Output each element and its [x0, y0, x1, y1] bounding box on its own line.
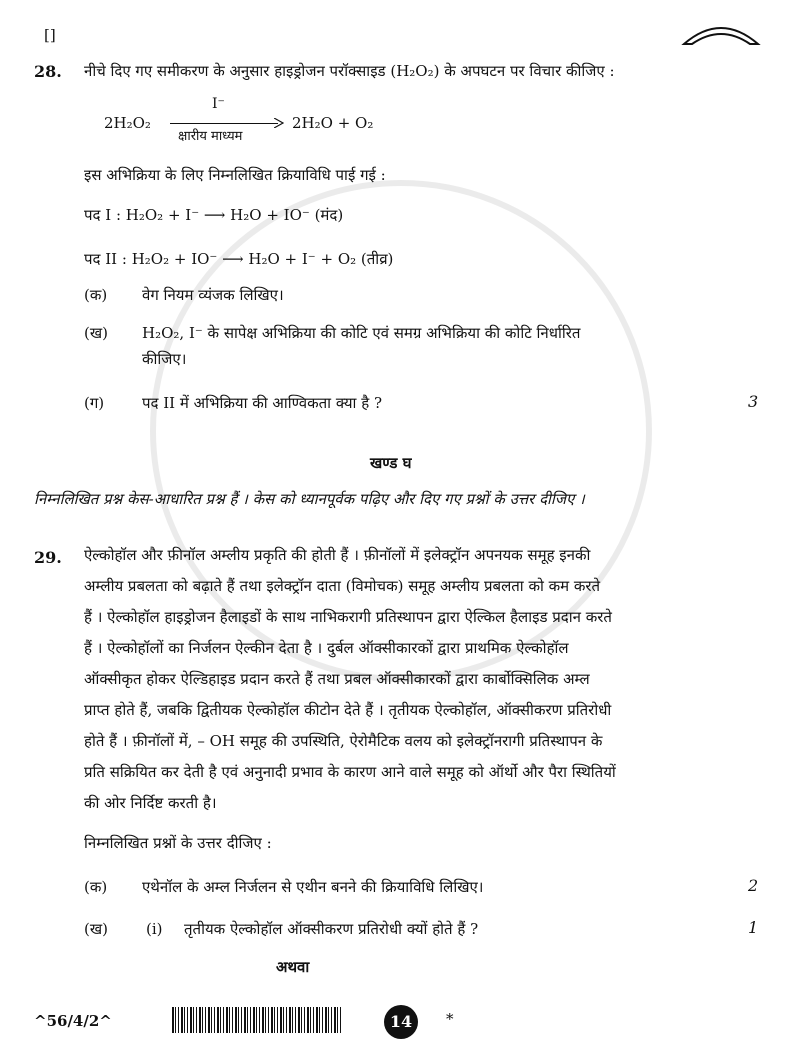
page-number: 14: [384, 1005, 418, 1039]
q29-answer-prompt: निम्नलिखित प्रश्नों के उत्तर दीजिए :: [84, 834, 272, 852]
or-label: अथवा: [276, 958, 310, 976]
q28-part-a-label: (क): [84, 286, 108, 304]
header-logo-arc: [680, 18, 762, 48]
arrow-head-icon: [274, 118, 284, 128]
q29-part-a-marks: 2: [748, 876, 759, 895]
paper-code: ^56/4/2^: [34, 1012, 112, 1030]
q28-intro: नीचे दिए गए समीकरण के अनुसार हाइड्रोजन परॉक्साइड (H₂O₂) के अपघटन पर विचार कीजिए :: [84, 62, 615, 80]
footer-star: *: [446, 1010, 454, 1028]
q29-part-b-text: तृतीयक ऐल्कोहॉल ऑक्सीकरण प्रतिरोधी क्यों होते हैं ?: [184, 920, 479, 938]
q28-equation-right: 2H₂O + O₂: [292, 114, 374, 132]
question-number-28: 28.: [34, 62, 62, 81]
q28-part-b-text-cont: कीजिए।: [142, 350, 187, 368]
q28-part-b-label: (ख): [84, 324, 108, 342]
q28-part-c-text: पद II में अभिक्रिया की आण्विकता क्या है ?: [142, 394, 382, 412]
q29-part-a-text: एथेनॉल के अम्ल निर्जलन से एथीन बनने की क्रियाविधि लिखिए।: [142, 878, 484, 896]
q29-part-b-marks: 1: [748, 918, 759, 937]
passage-line: हैं । ऐल्कोहॉल हाइड्रोजन हैलाइडों के साथ नाभिकरागी प्रतिस्थापन द्वारा ऐल्किल हैलाइड प्रदान करते: [84, 608, 612, 626]
passage-line: ऑक्सीकृत होकर ऐल्डिहाइड प्रदान करते हैं तथा प्रबल ऑक्सीकारकों द्वारा कार्बोक्सिलिक अम्ल: [84, 670, 590, 688]
q28-mechanism-intro: इस अभिक्रिया के लिए निम्नलिखित क्रियाविधि पाई गई :: [84, 166, 386, 184]
q29-part-b-sub: (i): [146, 920, 163, 938]
section-instruction: निम्नलिखित प्रश्न केस-आधारित प्रश्न हैं । केस को ध्यानपूर्वक पढ़िए और दिए गए प्रश्नों के उत्तर दीजिए ।: [34, 490, 585, 508]
passage-line: प्रति सक्रियित कर देती है एवं अनुनादी प्रभाव के कारण आने वाले समूह को ऑर्थो और पैरा स्थितियों: [84, 763, 616, 781]
passage-line: अम्लीय प्रबलता को बढ़ाते हैं तथा इलेक्ट्रॉन दाता (विमोचक) समूह अम्लीय प्रबलता को कम करते: [84, 577, 601, 595]
q28-condition: क्षारीय माध्यम: [178, 129, 243, 144]
passage-line: होते हैं । फ़ीनॉलों में, – OH समूह की उपस्थिति, ऐरोमैटिक वलय को इलेक्ट्रॉनरागी प्रतिस्थापन के: [84, 732, 603, 750]
header-bracket: []: [44, 26, 56, 44]
q28-part-c-label: (ग): [84, 394, 105, 412]
q28-part-a-text: वेग नियम व्यंजक लिखिए।: [142, 286, 284, 304]
q28-step-1: पद I : H₂O₂ + I⁻ ⟶ H₂O + IO⁻ (मंद): [84, 206, 344, 224]
q28-marks: 3: [748, 392, 759, 411]
question-number-29: 29.: [34, 548, 62, 567]
q28-reaction-arrow: [170, 123, 278, 124]
q28-equation-left: 2H₂O₂: [104, 114, 151, 132]
section-title: खण्ड घ: [370, 454, 412, 472]
passage-line: ऐल्कोहॉल और फ़ीनॉल अम्लीय प्रकृति की होती हैं । फ़ीनॉलों में इलेक्ट्रॉन अपनयक समूह इनकी: [84, 546, 591, 564]
q28-catalyst: I⁻: [212, 96, 225, 112]
passage-line: हैं । ऐल्कोहॉलों का निर्जलन ऐल्कीन देता है । दुर्बल ऑक्सीकारकों द्वारा प्राथमिक ऐल्कोहॉल: [84, 639, 569, 657]
passage-line: की ओर निर्दिष्ट करती है।: [84, 794, 217, 812]
q28-part-b-text: H₂O₂, I⁻ के सापेक्ष अभिक्रिया की कोटि एवं समग्र अभिक्रिया की कोटि निर्धारित: [142, 324, 581, 342]
q28-step-2: पद II : H₂O₂ + IO⁻ ⟶ H₂O + I⁻ + O₂ (तीव्र): [84, 250, 394, 268]
barcode: [172, 1007, 342, 1033]
q29-passage: [84, 540, 764, 819]
passage-line: प्राप्त होते हैं, जबकि द्वितीयक ऐल्कोहॉल कीटोन देते हैं । तृतीयक ऐल्कोहॉल, ऑक्सीकरण प्रतिरोधी: [84, 701, 612, 719]
q29-part-b-label: (ख): [84, 920, 108, 938]
q29-part-a-label: (क): [84, 878, 108, 896]
